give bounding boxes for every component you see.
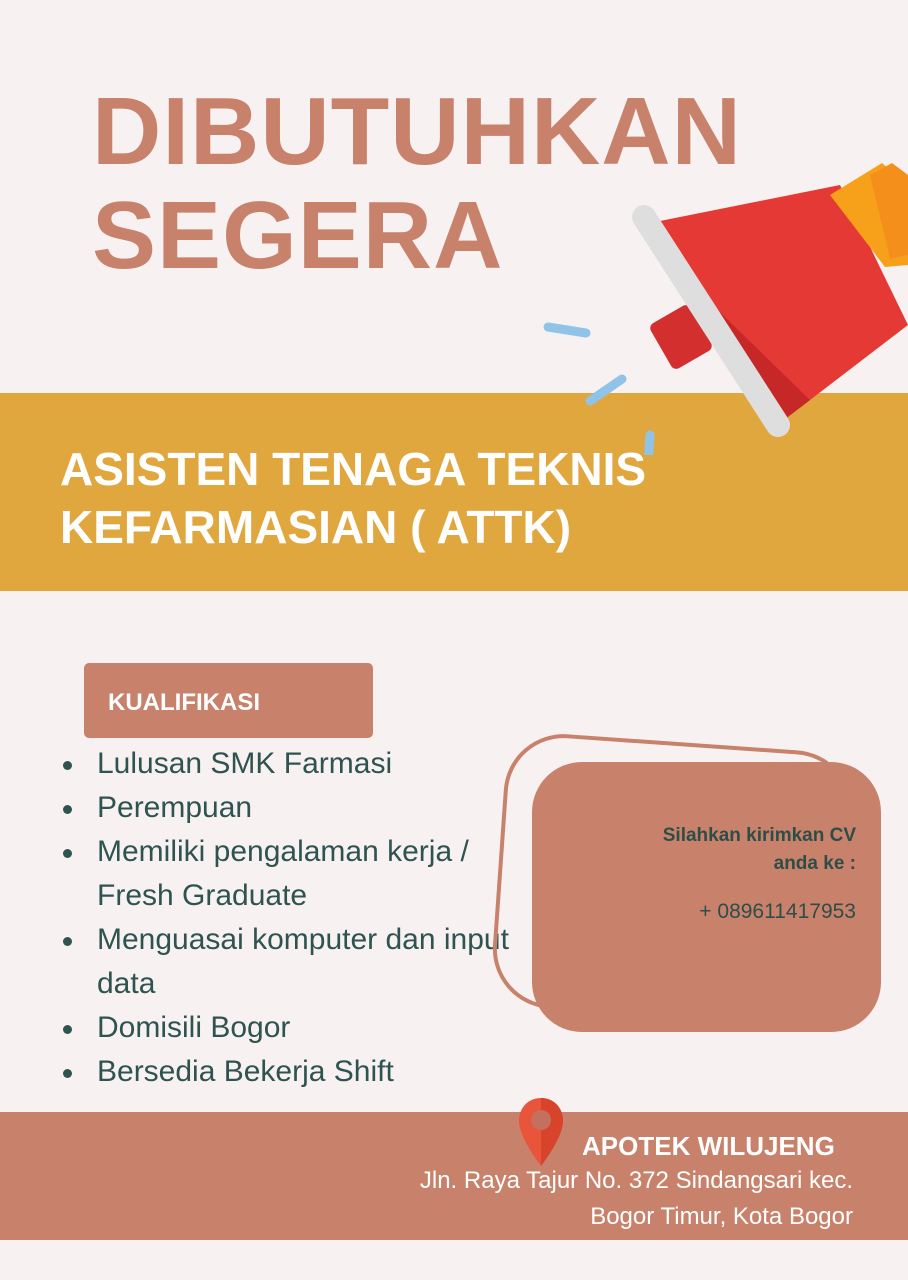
headline-line-2: SEGERA [92,182,504,289]
qualifications-header [84,663,373,738]
list-item: Memiliki pengalaman kerja / Fresh Graduate [60,830,527,918]
list-item: Perempuan [60,786,527,830]
pharmacy-name: APOTEK WILUJENG [582,1131,835,1161]
position-title [60,440,646,556]
contact-instruction-line-1: Silahkan kirimkan CV [662,825,856,846]
contact-card [532,762,881,1032]
list-item: Menguasai komputer dan input data [60,918,527,1006]
position-line-2: KEFARMASIAN ( ATTK) [60,501,572,553]
contact-phone[interactable]: + 089611417953 [699,900,856,923]
megaphone-icon [540,155,908,455]
qualifications-list [60,742,527,1094]
location-pin-icon [517,1096,565,1168]
pharmacy-address [420,1163,853,1235]
address-line-2: Bogor Timur, Kota Bogor [590,1203,853,1230]
contact-instruction [663,822,856,878]
qualifications-label: KUALIFIKASI [108,689,260,716]
list-item: Bersedia Bekerja Shift [60,1050,527,1094]
list-item: Domisili Bogor [60,1006,527,1050]
contact-instruction-line-2: anda ke : [773,853,856,874]
position-line-1: ASISTEN TENAGA TEKNIS [60,443,647,495]
headline-line-1: DIBUTUHKAN [92,78,742,185]
list-item: Lulusan SMK Farmasi [60,742,527,786]
address-line-1: Jln. Raya Tajur No. 372 Sindangsari kec. [419,1167,853,1194]
